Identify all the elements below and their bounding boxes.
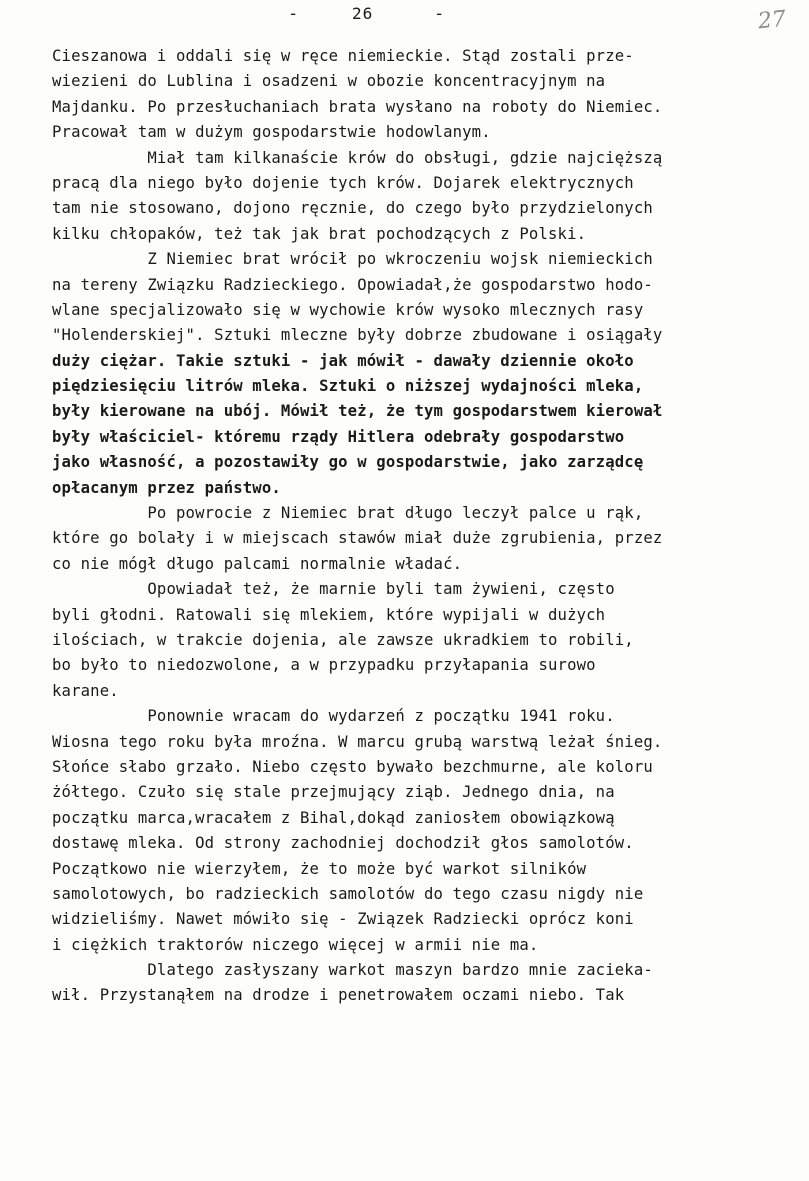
text-line: Ponownie wracam do wydarzeń z początku 1941 roku. bbox=[52, 707, 615, 726]
text-line: wlane specjalizowało się w wychowie krów wysoko mlecznych rasy bbox=[52, 300, 644, 319]
text-line: co nie mógł długo palcami normalnie władać. bbox=[52, 554, 463, 573]
page-number: 26 bbox=[352, 4, 374, 23]
text-line: Z Niemiec brat wrócił po wkroczeniu wojsk niemieckich bbox=[52, 250, 653, 269]
text-line: Początkowo nie wierzyłem, że to może być warkot silników bbox=[52, 859, 587, 878]
text-line: widzieliśmy. Nawet mówiło się - Związek Radziecki oprócz koni bbox=[52, 910, 634, 929]
handwritten-page-number: 27 bbox=[756, 6, 788, 35]
text-line: Po powrocie z Niemiec brat długo leczył palce u rąk, bbox=[52, 504, 644, 523]
text-line: piędziesięciu litrów mleka. Sztuki o niższej wydajności mleka, bbox=[52, 377, 644, 396]
text-line: Miał tam kilkanaście krów do obsługi, gdzie najcięższą bbox=[52, 148, 663, 167]
text-line: tam nie stosowano, dojono ręcznie, do czego było przydzielonych bbox=[52, 199, 653, 218]
text-line: żółtego. Czuło się stale przejmujący ziąb. Jednego dnia, na bbox=[52, 783, 615, 802]
text-line: dostawę mleka. Od strony zachodniej dochodził głos samolotów. bbox=[52, 834, 634, 853]
text-line: opłacanym przez państwo. bbox=[52, 478, 281, 497]
text-line: duży ciężar. Takie sztuki - jak mówił - dawały dziennie około bbox=[52, 351, 634, 370]
text-line: Opowiadał też, że marnie byli tam żywieni, często bbox=[52, 580, 615, 599]
text-line: i ciężkich traktorów niczego więcej w armii nie ma. bbox=[52, 935, 539, 954]
text-line: byli głodni. Ratowali się mlekiem, które wypijali w dużych bbox=[52, 605, 606, 624]
header-dash-left: - bbox=[288, 4, 299, 24]
text-line: które go bolały i w miejscach stawów miał duże zgrubienia, przez bbox=[52, 529, 663, 548]
text-line: były kierowane na ubój. Mówił też, że tym gospodarstwem kierował bbox=[52, 402, 663, 421]
text-line: ilościach, w trakcie dojenia, ale zawsze ukradkiem to robili, bbox=[52, 630, 634, 649]
text-line: Słońce słabo grzało. Niebo często bywało bezchmurne, ale koloru bbox=[52, 757, 653, 776]
text-line: samolotowych, bo radzieckich samolotów do tego czasu nigdy nie bbox=[52, 884, 644, 903]
text-line: Dlatego zasłyszany warkot maszyn bardzo mnie zacieka- bbox=[52, 961, 653, 980]
text-line: karane. bbox=[52, 681, 119, 700]
text-line: jako własność, a pozostawiły go w gospodarstwie, jako zarządcę bbox=[52, 453, 644, 472]
text-line: były właściciel- któremu rządy Hitlera odebrały gospodarstwo bbox=[52, 427, 625, 446]
page-header bbox=[0, 4, 809, 28]
text-line: pracą dla niego było dojenie tych krów. Dojarek elektrycznych bbox=[52, 173, 634, 192]
body-text bbox=[52, 44, 792, 1009]
text-line: Majdanku. Po przesłuchaniach brata wysłano na roboty do Niemiec. bbox=[52, 97, 663, 116]
text-line: Pracował tam w dużym gospodarstwie hodowlanym. bbox=[52, 123, 491, 142]
text-line: bo było to niedozwolone, a w przypadku przyłapania surowo bbox=[52, 656, 596, 675]
text-line: kilku chłopaków, też tak jak brat pochodzących z Polski. bbox=[52, 224, 587, 243]
text-line: początku marca,wracałem z Bihal,dokąd zaniosłem obowiązkową bbox=[52, 808, 615, 827]
text-line: Wiosna tego roku była mroźna. W marcu grubą warstwą leżał śnieg. bbox=[52, 732, 663, 751]
text-line: "Holenderskiej". Sztuki mleczne były dobrze zbudowane i osiągały bbox=[52, 326, 663, 345]
text-line: wiezieni do Lublina i osadzeni w obozie koncentracyjnym na bbox=[52, 72, 606, 91]
text-line: na tereny Związku Radzieckiego. Opowiadał,że gospodarstwo hodo- bbox=[52, 275, 653, 294]
text-line: wił. Przystanąłem na drodze i penetrowałem oczami niebo. Tak bbox=[52, 986, 625, 1005]
header-dash-right: - bbox=[434, 4, 445, 24]
text-line: Cieszanowa i oddali się w ręce niemieckie. Stąd zostali prze- bbox=[52, 47, 634, 65]
